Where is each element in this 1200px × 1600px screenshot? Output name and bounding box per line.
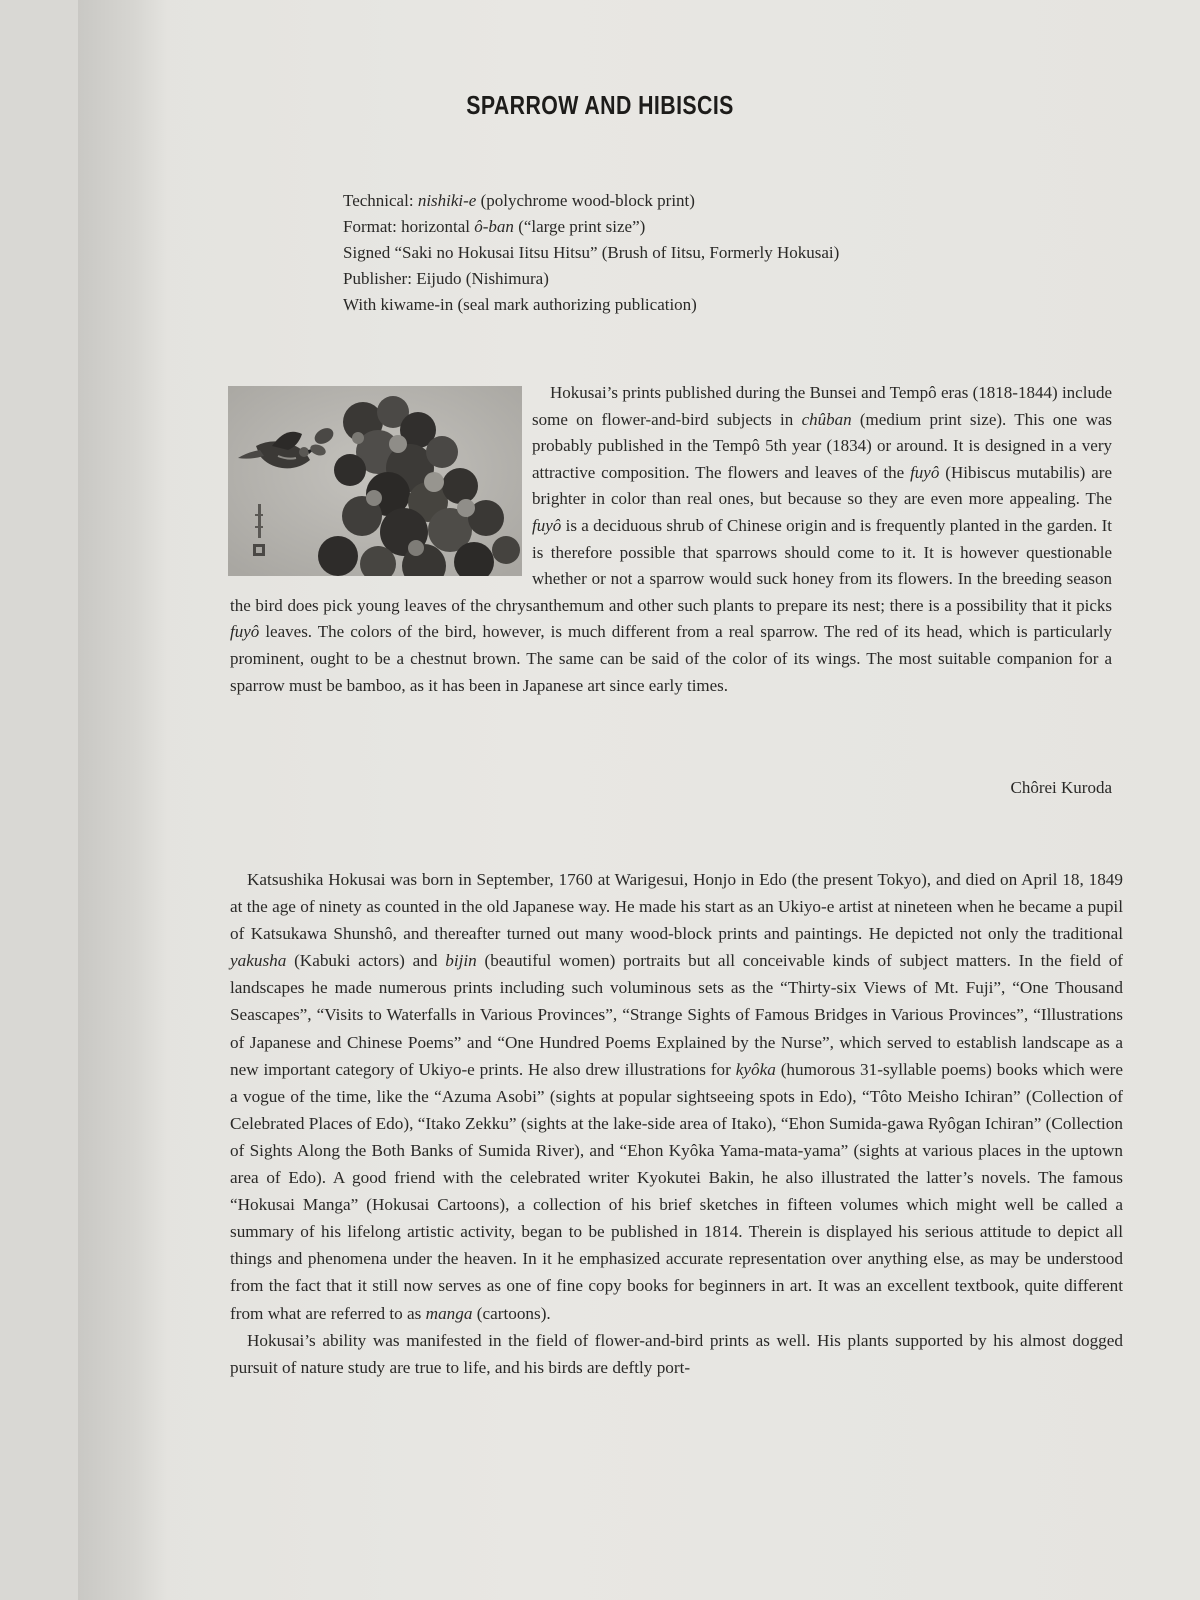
meta-publisher: Publisher: Eijudo (Nishimura) — [343, 269, 549, 288]
image-wrap-spacer — [230, 380, 532, 578]
author-credit: Chôrei Kuroda — [1010, 778, 1112, 797]
intro-paragraph — [230, 380, 1112, 699]
page-gutter-shadow — [78, 0, 168, 1600]
meta-signed: Signed “Saki no Hokusai Iitsu Hitsu” (Brush of Iitsu, Formerly Hokusai) — [343, 243, 840, 262]
meta-format: Format: horizontal ô-ban (“large print size”) — [343, 217, 646, 236]
biography-paragraph-1: Katsushika Hokusai was born in September, 1760 at Warigesui, Honjo in Edo (the present Tokyo), and died on April 18, 1849 at the age of ninety as counted in the old Japanese way. He made his start as an Ukiyo-e artist at nineteen when he became a pupil of Katsukawa Shunshô, and thereafter turned out many wood-block prints and paintings. He depicted not only the traditional yakusha (Kabuki actors) and bijin (beautiful women) portraits but all conceivable kinds of subject matters. In the field of landscapes he made numerous prints including such voluminous sets as the “Thirty-six Views of Mt. Fuji”, “One Thousand Seascapes”, “Visits to Waterfalls in Various Provinces”, “Strange Sights of Famous Bridges in Various Provinces”, “Illustrations of Japanese and Chinese Poems” and “One Hundred Poems Explained by the Nurse”, which served to establish landscape as a new important category of Ukiyo-e prints. He also drew illustrations for kyôka (humorous 31-syllable poems) books which were a vogue of the time, like the “Azuma Asobi” (sights at popular sightseeing spots in Edo), “Tôto Meisho Ichiran” (Collection of Celebrated Places of Edo), “Itako Zekku” (sights at the lake-side area of Itako), “Ehon Sumida-gawa Ryôgan Ichiran” (Collection of Sights Along the Both Banks of Sumida River), and “Ehon Kyôka Yama-mata-yama” (sights at various places in the uptown area of Edo). A good friend with the celebrated writer Kyokutei Bakin, he also illustrated the latter’s novels. The famous “Hokusai Manga” (Hokusai Cartoons), a collection of his brief sketches in fifteen volumes which might well be called a summary of his lifelong artistic activity, began to be published in 1814. Therein is displayed his serious attitude to depict all things and phenomena under the heaven. In it he emphasized accurate representation over anything else, as may be understood from the fact that it still now serves as one of fine copy books for beginners in art. It was an excellent textbook, quite different from what are referred to as manga (cartoons). — [230, 870, 1124, 1323]
print-metadata — [343, 188, 839, 318]
meta-technical: Technical: nishiki-e (polychrome wood-block print) — [343, 191, 695, 210]
page-title: SPARROW AND HIBISCIS — [466, 90, 734, 120]
biography-section — [230, 866, 1123, 1381]
biography-paragraph-2: Hokusai’s ability was manifested in the field of flower-and-bird prints as well. His plants supported by his almost dogged pursuit of nature study are true to life, and his birds are deftly port- — [230, 1330, 1123, 1377]
meta-kiwame: With kiwame-in (seal mark authorizing publication) — [343, 295, 697, 314]
intro-text: Hokusai’s prints published during the Bunsei and Tempô eras (1818-1844) include some on flower-and-bird subjects in chûban (medium print size). This one was probably published in the Tempô 5th year (1834) or around. It is designed in a very attractive composition. The flowers and leaves of the fuyô (Hibiscus mutabilis) are brighter in color than real ones, but because so they are even more appealing. The fuyô is a deciduous shrub of Chinese origin and is frequently planted in the garden. It is therefore possible that sparrows should come to it. It is however questionable whether or not a sparrow would suck honey from its flowers. In the breeding season the bird does pick young leaves of the chrysanthemum and other such plants to prepare its nest; there is a possibility that it picks fuyô leaves. The colors of the bird, however, is much different from a real sparrow. The red of its head, which is particularly prominent, ought to be a chestnut brown. The same can be said of the color of its wings. The most suitable companion for a sparrow must be bamboo, as it has been in Japanese art since early times. — [230, 383, 1113, 695]
